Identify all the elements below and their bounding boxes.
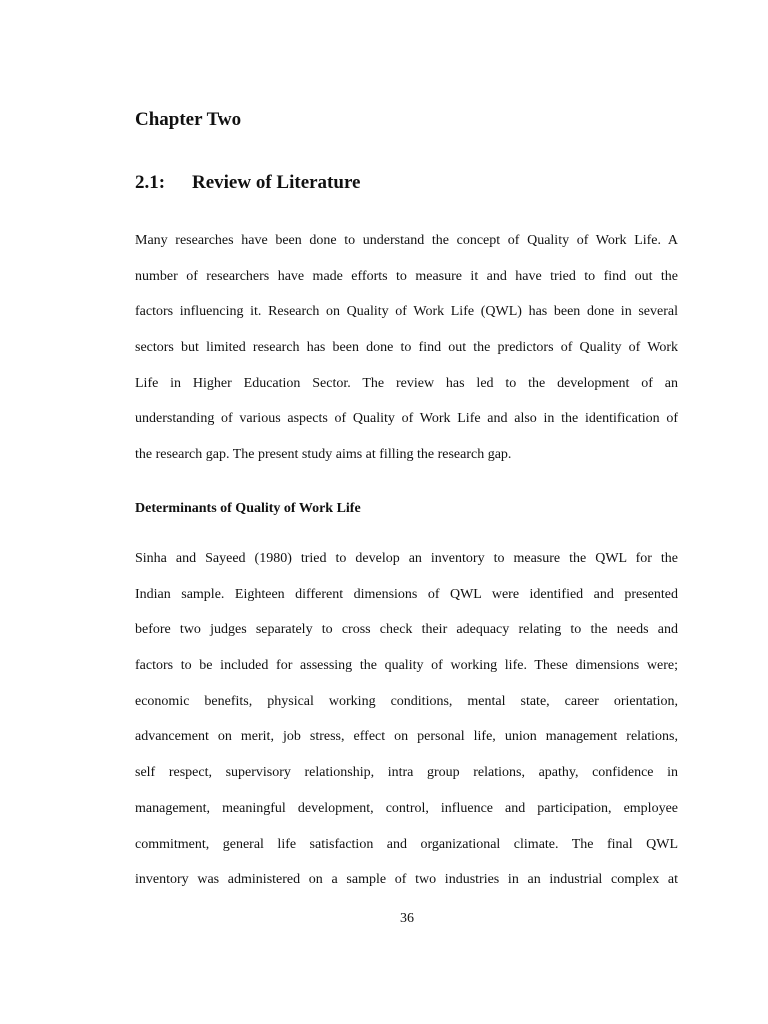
paragraph-line: self respect, supervisory relationship, intra group relations, apathy, confidence in xyxy=(135,765,678,781)
paragraph-line: management, meaningful development, control, influence and participation, employee xyxy=(135,800,678,816)
paragraph-line: Sinha and Sayeed (1980) tried to develop an inventory to measure the QWL for the xyxy=(135,551,678,566)
subsection-heading: Determinants of Quality of Work Life xyxy=(135,501,361,516)
paragraph-line: understanding of various aspects of Quality of Work Life and also in the identification of xyxy=(135,411,678,427)
paragraph-line: sectors but limited research has been done to find out the predictors of Quality of Work xyxy=(135,340,678,356)
paragraph-line: the research gap. The present study aims at filling the research gap. xyxy=(135,447,512,463)
body-paragraph xyxy=(135,549,678,906)
section-title: Review of Literature xyxy=(192,172,361,193)
paragraph-line: advancement on merit, job stress, effect on personal life, union management relations, xyxy=(135,729,678,745)
paragraph-line: Life in Higher Education Sector. The review has led to the development of an xyxy=(135,375,678,391)
intro-paragraph xyxy=(135,231,678,481)
paragraph-line: before two judges separately to cross check their adequacy relating to the needs and xyxy=(135,622,678,638)
paragraph-line: factors to be included for assessing the quality of working life. These dimensions were; xyxy=(135,658,678,674)
paragraph-line: Indian sample. Eighteen different dimensions of QWL were identified and presented xyxy=(135,586,678,602)
chapter-title: Chapter Two xyxy=(135,109,242,130)
page-number: 36 xyxy=(400,911,414,926)
paragraph-line: number of researchers have made efforts to measure it and have tried to find out the xyxy=(135,268,678,284)
paragraph-line: economic benefits, physical working conditions, mental state, career orientation, xyxy=(135,693,678,709)
paragraph-line: factors influencing it. Research on Quality of Work Life (QWL) has been done in several xyxy=(135,304,678,320)
paragraph-line: Many researches have been done to understand the concept of Quality of Work Life. A xyxy=(135,233,678,248)
section-heading xyxy=(135,171,360,195)
paragraph-line: commitment, general life satisfaction and organizational climate. The final QWL xyxy=(135,836,678,852)
section-number: 2.1: xyxy=(135,172,166,193)
paragraph-line: inventory was administered on a sample of two industries in an industrial complex at xyxy=(135,872,678,888)
